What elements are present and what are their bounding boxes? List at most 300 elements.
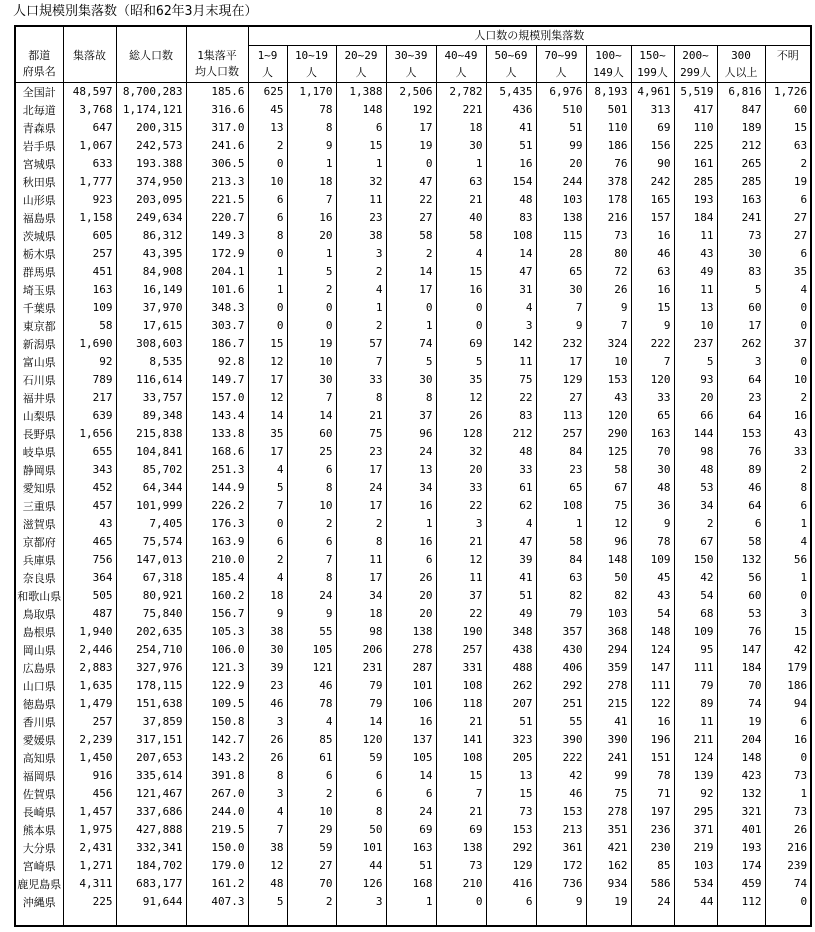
table-cell: 457 <box>63 497 116 515</box>
table-cell: 647 <box>63 119 116 137</box>
table-cell: 15 <box>336 137 386 155</box>
table-cell: 26 <box>436 407 486 425</box>
table-cell: 41 <box>486 119 536 137</box>
table-cell: 60 <box>717 587 765 605</box>
table-cell: 16 <box>631 227 674 245</box>
table-cell: 51 <box>486 137 536 155</box>
table-cell: 18 <box>336 605 386 623</box>
table-cell: 23 <box>336 209 386 227</box>
table-cell: 7 <box>436 785 486 803</box>
table-row <box>15 821 811 839</box>
table-cell: 35 <box>248 425 287 443</box>
table-cell: 6,976 <box>536 83 586 101</box>
table-cell: 59 <box>336 749 386 767</box>
table-cell: 48 <box>486 443 536 461</box>
table-cell: 219 <box>674 839 717 857</box>
table-cell: 7 <box>586 317 631 335</box>
table-row <box>15 83 811 101</box>
table-cell: 197 <box>631 803 674 821</box>
table-cell: 2 <box>765 155 811 173</box>
table-cell: 4 <box>248 461 287 479</box>
table-cell: 1,635 <box>63 677 116 695</box>
table-row <box>15 839 811 857</box>
table-cell: 14 <box>386 767 436 785</box>
table-cell: 67 <box>586 479 631 497</box>
table-cell: 192 <box>386 101 436 119</box>
table-cell: 3 <box>336 245 386 263</box>
table-cell: 421 <box>586 839 631 857</box>
table-cell: 24 <box>386 443 436 461</box>
table-cell: 1,777 <box>63 173 116 191</box>
table-cell: 221 <box>436 101 486 119</box>
table-cell: 436 <box>486 101 536 119</box>
table-cell: 8 <box>765 479 811 497</box>
table-cell: 10 <box>287 353 336 371</box>
table-cell: 847 <box>717 101 765 119</box>
table-cell: 26 <box>765 821 811 839</box>
table-cell: 10 <box>287 497 336 515</box>
table-cell: 756 <box>63 551 116 569</box>
table-cell: 2 <box>287 281 336 299</box>
table-cell: 69 <box>631 119 674 137</box>
table-cell: 2 <box>336 515 386 533</box>
table-cell: 1 <box>336 299 386 317</box>
table-cell: 73 <box>717 227 765 245</box>
table-cell: 73 <box>586 227 631 245</box>
table-cell: 8 <box>336 533 386 551</box>
table-cell: 68 <box>674 605 717 623</box>
table-cell: 189 <box>717 119 765 137</box>
table-cell: 17 <box>336 497 386 515</box>
table-cell: 33 <box>436 479 486 497</box>
table-cell: 23 <box>336 443 386 461</box>
table-cell: 32 <box>336 173 386 191</box>
col-header-size-class: 70~99 人 <box>536 46 586 83</box>
table-cell: 47 <box>486 533 536 551</box>
table-cell: 13 <box>386 461 436 479</box>
table-cell: 4 <box>248 569 287 587</box>
table-cell: 108 <box>436 677 486 695</box>
table-cell: 47 <box>386 173 436 191</box>
table-cell: 31 <box>486 281 536 299</box>
table-cell: 15 <box>765 119 811 137</box>
table-cell: 103 <box>536 191 586 209</box>
table-cell: 337,686 <box>116 803 186 821</box>
table-cell: 53 <box>717 605 765 623</box>
table-row <box>15 191 811 209</box>
table-cell: 6 <box>287 533 336 551</box>
table-cell: 50 <box>336 821 386 839</box>
table-cell: 78 <box>631 767 674 785</box>
table-cell: 10 <box>248 173 287 191</box>
table-cell: 122 <box>631 695 674 713</box>
empty-cell <box>717 911 765 926</box>
col-header-prefecture <box>15 26 63 83</box>
table-cell: 210.0 <box>186 551 248 569</box>
table-cell: 0 <box>248 245 287 263</box>
table-cell: 85 <box>287 731 336 749</box>
table-cell: 75 <box>486 371 536 389</box>
table-cell: 186.7 <box>186 335 248 353</box>
table-cell: 80 <box>586 245 631 263</box>
table-row <box>15 587 811 605</box>
prefecture-name: 長崎県 <box>15 803 63 821</box>
table-cell: 50 <box>586 569 631 587</box>
table-cell: 323 <box>486 731 536 749</box>
table-cell: 75 <box>586 785 631 803</box>
table-cell: 4 <box>486 515 536 533</box>
table-row <box>15 227 811 245</box>
table-cell: 20 <box>436 461 486 479</box>
table-row <box>15 155 811 173</box>
table-cell: 84 <box>536 443 586 461</box>
table-cell: 290 <box>586 425 631 443</box>
table-cell: 13 <box>248 119 287 137</box>
table-cell: 22 <box>486 389 536 407</box>
table-cell: 1,940 <box>63 623 116 641</box>
prefecture-name: 千葉県 <box>15 299 63 317</box>
table-row <box>15 767 811 785</box>
table-cell: 108 <box>436 749 486 767</box>
table-cell: 176.3 <box>186 515 248 533</box>
table-cell: 8,193 <box>586 83 631 101</box>
table-row <box>15 731 811 749</box>
prefecture-name: 奈良県 <box>15 569 63 587</box>
table-cell: 132 <box>717 785 765 803</box>
table-cell: 69 <box>386 821 436 839</box>
table-cell: 17 <box>248 371 287 389</box>
table-cell: 15 <box>436 263 486 281</box>
table-cell: 357 <box>536 623 586 641</box>
table-cell: 5 <box>717 281 765 299</box>
table-cell: 179 <box>765 659 811 677</box>
table-cell: 174 <box>717 857 765 875</box>
table-cell: 220.7 <box>186 209 248 227</box>
col-header-total-population: 総人口数 <box>116 26 186 83</box>
table-cell: 101 <box>386 677 436 695</box>
table-cell: 2,446 <box>63 641 116 659</box>
table-cell: 18 <box>287 173 336 191</box>
table-cell: 0 <box>386 155 436 173</box>
table-cell: 37 <box>765 335 811 353</box>
table-cell: 55 <box>536 713 586 731</box>
table-cell: 265 <box>717 155 765 173</box>
table-row <box>15 875 811 893</box>
table-cell: 79 <box>336 677 386 695</box>
table-cell: 35 <box>436 371 486 389</box>
table-cell: 150.0 <box>186 839 248 857</box>
table-cell: 193.388 <box>116 155 186 173</box>
table-cell: 8 <box>386 389 436 407</box>
table-cell: 20 <box>674 389 717 407</box>
table-cell: 124 <box>674 749 717 767</box>
table-cell: 0 <box>765 317 811 335</box>
table-cell: 510 <box>536 101 586 119</box>
table-cell: 99 <box>586 767 631 785</box>
table-cell: 7 <box>287 191 336 209</box>
table-cell: 153 <box>717 425 765 443</box>
table-cell: 17 <box>717 317 765 335</box>
table-cell: 21 <box>436 713 486 731</box>
table-cell: 111 <box>674 659 717 677</box>
table-cell: 129 <box>486 857 536 875</box>
table-cell: 6 <box>287 767 336 785</box>
prefecture-name: 愛媛県 <box>15 731 63 749</box>
table-cell: 30 <box>536 281 586 299</box>
table-cell: 105.3 <box>186 623 248 641</box>
table-cell: 65 <box>631 407 674 425</box>
table-cell: 625 <box>248 83 287 101</box>
prefecture-name: 広島県 <box>15 659 63 677</box>
table-cell: 45 <box>631 569 674 587</box>
prefecture-name: 岩手県 <box>15 137 63 155</box>
table-cell: 108 <box>486 227 536 245</box>
table-cell: 43 <box>63 515 116 533</box>
table-cell: 8 <box>336 389 386 407</box>
table-cell: 156 <box>631 137 674 155</box>
table-cell: 332,341 <box>116 839 186 857</box>
table-cell: 7 <box>248 821 287 839</box>
table-cell: 185.4 <box>186 569 248 587</box>
col-header-average-population <box>186 26 248 83</box>
table-cell: 148 <box>336 101 386 119</box>
table-cell: 239 <box>765 857 811 875</box>
table-cell: 639 <box>63 407 116 425</box>
table-cell: 242,573 <box>116 137 186 155</box>
table-cell: 22 <box>386 191 436 209</box>
col-header-size-class: 300 人以上 <box>717 46 765 83</box>
table-cell: 26 <box>248 731 287 749</box>
table-row <box>15 119 811 137</box>
table-cell: 43 <box>674 245 717 263</box>
table-cell: 67 <box>674 533 717 551</box>
table-cell: 65 <box>536 263 586 281</box>
table-cell: 6 <box>336 119 386 137</box>
table-cell: 1,271 <box>63 857 116 875</box>
table-cell: 321 <box>717 803 765 821</box>
table-cell: 147 <box>631 659 674 677</box>
table-cell: 0 <box>248 299 287 317</box>
table-cell: 64 <box>717 497 765 515</box>
table-cell: 89 <box>674 695 717 713</box>
table-cell: 153 <box>486 821 536 839</box>
table-cell: 37,970 <box>116 299 186 317</box>
table-cell: 12 <box>586 515 631 533</box>
table-cell: 59 <box>287 839 336 857</box>
table-cell: 586 <box>631 875 674 893</box>
table-cell: 20 <box>536 155 586 173</box>
table-row <box>15 407 811 425</box>
col-header-size-class: 100~ 149人 <box>586 46 631 83</box>
table-cell: 211 <box>674 731 717 749</box>
table-cell: 36 <box>631 497 674 515</box>
table-cell: 219.5 <box>186 821 248 839</box>
table-cell: 241 <box>717 209 765 227</box>
table-row <box>15 299 811 317</box>
table-cell: 47 <box>486 263 536 281</box>
table-cell: 1 <box>287 155 336 173</box>
table-cell: 10 <box>586 353 631 371</box>
table-cell: 48,597 <box>63 83 116 101</box>
table-row <box>15 677 811 695</box>
table-cell: 204 <box>717 731 765 749</box>
table-row <box>15 101 811 119</box>
table-cell: 18 <box>248 587 287 605</box>
table-cell: 317,151 <box>116 731 186 749</box>
table-cell: 79 <box>674 677 717 695</box>
table-cell: 390 <box>586 731 631 749</box>
table-cell: 313 <box>631 101 674 119</box>
table-cell: 3 <box>248 713 287 731</box>
table-cell: 149.7 <box>186 371 248 389</box>
table-cell: 5 <box>436 353 486 371</box>
table-cell: 438 <box>486 641 536 659</box>
table-cell: 452 <box>63 479 116 497</box>
table-cell: 294 <box>586 641 631 659</box>
table-cell: 15 <box>631 299 674 317</box>
table-cell: 6 <box>386 785 436 803</box>
table-cell: 103 <box>586 605 631 623</box>
table-cell: 74 <box>386 335 436 353</box>
table-cell: 287 <box>386 659 436 677</box>
table-cell: 200,315 <box>116 119 186 137</box>
prefecture-name: 滋賀県 <box>15 515 63 533</box>
table-cell: 51 <box>536 119 586 137</box>
table-cell: 0 <box>287 299 336 317</box>
table-cell: 28 <box>536 245 586 263</box>
table-cell: 27 <box>386 209 436 227</box>
table-cell: 58 <box>386 227 436 245</box>
table-cell: 789 <box>63 371 116 389</box>
prefecture-name: 三重県 <box>15 497 63 515</box>
table-cell: 109 <box>674 623 717 641</box>
table-cell: 249,634 <box>116 209 186 227</box>
table-cell: 327,976 <box>116 659 186 677</box>
prefecture-name: 石川県 <box>15 371 63 389</box>
table-cell: 96 <box>586 533 631 551</box>
table-cell: 15 <box>248 335 287 353</box>
table-cell: 6 <box>765 191 811 209</box>
table-cell: 148 <box>717 749 765 767</box>
table-cell: 120 <box>631 371 674 389</box>
table-cell: 150 <box>674 551 717 569</box>
table-cell: 86,312 <box>116 227 186 245</box>
table-cell: 20 <box>287 227 336 245</box>
table-cell: 244.0 <box>186 803 248 821</box>
table-cell: 204.1 <box>186 263 248 281</box>
empty-cell <box>287 911 336 926</box>
empty-cell <box>186 911 248 926</box>
table-cell: 9 <box>287 137 336 155</box>
col-header-size-class: 30~39 人 <box>386 46 436 83</box>
table-cell: 49 <box>486 605 536 623</box>
table-cell: 122.9 <box>186 677 248 695</box>
prefecture-name: 佐賀県 <box>15 785 63 803</box>
table-cell: 1 <box>536 515 586 533</box>
table-cell: 186 <box>765 677 811 695</box>
table-cell: 120 <box>586 407 631 425</box>
table-cell: 45 <box>248 101 287 119</box>
table-cell: 11 <box>336 551 386 569</box>
table-cell: 1,067 <box>63 137 116 155</box>
table-cell: 1 <box>248 281 287 299</box>
table-row <box>15 785 811 803</box>
table-cell: 331 <box>436 659 486 677</box>
table-cell: 2,883 <box>63 659 116 677</box>
table-cell: 75 <box>336 425 386 443</box>
table-cell: 17,615 <box>116 317 186 335</box>
table-cell: 26 <box>248 749 287 767</box>
table-cell: 37 <box>386 407 436 425</box>
table-cell: 113 <box>536 407 586 425</box>
table-cell: 184,702 <box>116 857 186 875</box>
table-cell: 184 <box>674 209 717 227</box>
table-cell: 1 <box>765 515 811 533</box>
table-cell: 0 <box>287 317 336 335</box>
table-cell: 157 <box>631 209 674 227</box>
prefecture-name: 山口県 <box>15 677 63 695</box>
table-cell: 83 <box>486 209 536 227</box>
table-cell: 0 <box>248 515 287 533</box>
table-cell: 1 <box>765 785 811 803</box>
table-cell: 0 <box>765 587 811 605</box>
table-cell: 2,782 <box>436 83 486 101</box>
table-cell: 4 <box>248 803 287 821</box>
table-cell: 98 <box>674 443 717 461</box>
table-cell: 1 <box>386 317 436 335</box>
table-cell: 60 <box>287 425 336 443</box>
prefecture-name: 福岡県 <box>15 767 63 785</box>
table-row <box>15 461 811 479</box>
table-row <box>15 623 811 641</box>
table-cell: 105 <box>386 749 436 767</box>
table-cell: 257 <box>63 245 116 263</box>
table-cell: 5,519 <box>674 83 717 101</box>
table-cell: 126 <box>336 875 386 893</box>
table-cell: 71 <box>631 785 674 803</box>
table-cell: 138 <box>386 623 436 641</box>
empty-cell <box>63 911 116 926</box>
table-cell: 58 <box>536 533 586 551</box>
table-cell: 62 <box>486 497 536 515</box>
table-cell: 295 <box>674 803 717 821</box>
table-cell: 75 <box>586 497 631 515</box>
table-cell: 7,405 <box>116 515 186 533</box>
table-cell: 6 <box>765 713 811 731</box>
table-cell: 267.0 <box>186 785 248 803</box>
table-cell: 121.3 <box>186 659 248 677</box>
table-cell: 57 <box>336 335 386 353</box>
table-cell: 121,467 <box>116 785 186 803</box>
table-cell: 178,115 <box>116 677 186 695</box>
table-cell: 251.3 <box>186 461 248 479</box>
table-cell: 44 <box>674 893 717 911</box>
table-cell: 10 <box>674 317 717 335</box>
table-cell: 79 <box>336 695 386 713</box>
empty-cell <box>15 911 63 926</box>
table-cell: 89,348 <box>116 407 186 425</box>
table-cell: 39 <box>248 659 287 677</box>
table-cell: 43 <box>765 425 811 443</box>
table-cell: 207,653 <box>116 749 186 767</box>
table-cell: 231 <box>336 659 386 677</box>
table-cell: 63 <box>631 263 674 281</box>
table-cell: 1,479 <box>63 695 116 713</box>
table-cell: 76 <box>717 623 765 641</box>
table-cell: 5 <box>386 353 436 371</box>
table-cell: 78 <box>287 695 336 713</box>
group-header: 人口数の規模別集落数 <box>248 26 811 46</box>
